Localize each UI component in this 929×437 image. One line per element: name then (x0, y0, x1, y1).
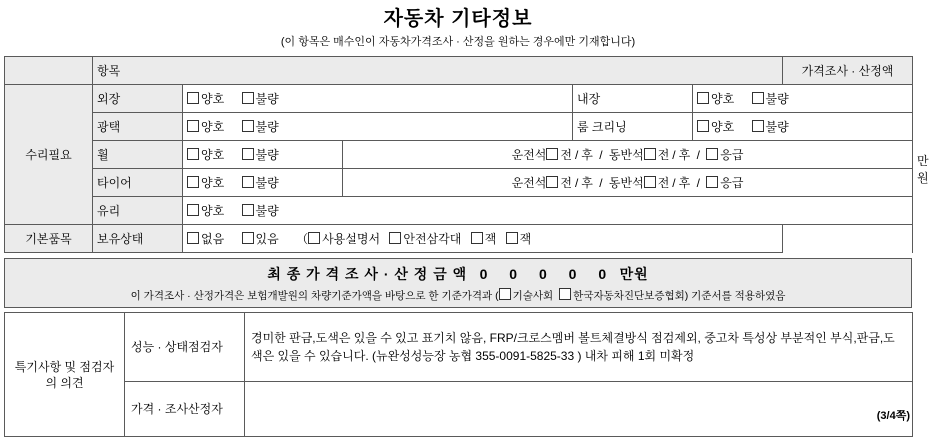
page-title: 자동차 기타정보 (383, 8, 533, 30)
polish-options (183, 113, 573, 141)
row-label-interior: 내장 (573, 85, 693, 113)
table-row (5, 113, 913, 141)
tire-driver-front: 전 (560, 176, 572, 190)
checkbox-icon[interactable] (242, 176, 254, 188)
checkbox-icon[interactable] (559, 288, 571, 300)
note-option-diagnosis-association: 한국자동차진단보증협회 (573, 290, 685, 302)
header-price-cell: 가격조사 · 산정액 (783, 57, 913, 85)
table-row (5, 197, 913, 225)
page-number: (3/4쪽) (876, 410, 910, 422)
tire-emergency: 응급 (720, 176, 744, 190)
final-amount-title: 최 종 가 격 조 사 · 산 정 금 액 (267, 266, 468, 282)
label-triangle: 안전삼각대 (403, 232, 462, 246)
table-row (5, 225, 913, 253)
checkbox-icon[interactable] (242, 204, 254, 216)
checkbox-icon[interactable] (546, 176, 558, 188)
opinion-table (4, 312, 913, 437)
wheel-position-options: 운전석 전 / 후 / 동반석 전 / 후 / 응급 (343, 141, 913, 169)
checkbox-has[interactable]: 있음 (242, 230, 279, 247)
checkbox-icon[interactable] (242, 232, 254, 244)
label-jack-1: 잭 (484, 232, 497, 246)
checkbox-icon[interactable] (471, 232, 483, 244)
wheel-passenger-front: 전 (657, 148, 670, 162)
row-label-tire: 타이어 (93, 169, 183, 197)
checkbox-glass-bad[interactable]: 불량 (242, 202, 279, 219)
checkbox-icon[interactable] (752, 120, 764, 132)
row-label-exterior: 외장 (93, 85, 183, 113)
checkbox-icon[interactable] (506, 232, 518, 244)
holding-state-options: 없음 있음 （ 사용설명서 안전삼각대 잭 잭 (183, 225, 783, 253)
table-row (5, 169, 913, 197)
header-blank-cell (5, 57, 93, 85)
glass-options (183, 197, 913, 225)
checkbox-icon[interactable] (242, 120, 254, 132)
final-amount-digits: 0 0 0 0 0 (479, 266, 616, 282)
wheel-options (183, 141, 343, 169)
wheel-emergency: 응급 (720, 148, 744, 162)
tire-options (183, 169, 343, 197)
checkbox-tire-bad[interactable]: 불량 (242, 174, 279, 191)
room-cleaning-options (693, 113, 913, 141)
checkbox-wheel-good[interactable]: 양호 (187, 146, 224, 163)
checkbox-polish-good[interactable]: 양호 (187, 118, 224, 135)
opinion-row1-label: 성능 · 상태점검자 (125, 313, 245, 382)
checkbox-wheel-bad[interactable]: 불량 (242, 146, 279, 163)
final-amount-band (4, 258, 912, 308)
note-option-engineer-society: 기술사회 (512, 290, 554, 302)
checkbox-interior-good[interactable]: 양호 (697, 90, 734, 107)
header-item-cell: 항목 (93, 57, 783, 85)
group-label-basic: 기본품목 (5, 225, 93, 253)
checkbox-icon[interactable] (644, 176, 656, 188)
checkbox-icon[interactable] (499, 288, 511, 300)
opinion-row1-text[interactable]: 경미한 판금,도색은 있을 수 있고 표기치 않음, FRP/크로스멤버 볼트체결방식 점검제외, 중고차 특성상 부분적인 부식,판금,도색은 있을 수 있습니다. (뉴완성성능장 농협 355-0091-5825-33 ) 내차 피해 1회 미확정 (245, 313, 913, 382)
checkbox-icon[interactable] (706, 148, 718, 160)
tire-driver-label: 운전석 (511, 176, 547, 190)
wheel-driver-label: 운전석 (511, 148, 547, 162)
checkbox-icon[interactable] (697, 92, 709, 104)
checkbox-icon[interactable] (187, 148, 199, 160)
row-label-room-cleaning: 룸 크리닝 (573, 113, 693, 141)
opinion-label: 특기사항 및 점검자의 의견 (5, 313, 125, 437)
label-jack-2: 잭 (519, 232, 532, 246)
group-label-repair: 수리필요 (5, 85, 93, 225)
opinion-row-performance (5, 313, 913, 382)
opinion-row-price (5, 382, 913, 437)
checkbox-icon[interactable] (187, 204, 199, 216)
exterior-options (183, 85, 573, 113)
vehicle-info-table (4, 56, 929, 253)
checkbox-icon[interactable] (187, 232, 199, 244)
checkbox-icon[interactable] (187, 176, 199, 188)
opinion-row2-text[interactable] (245, 382, 913, 437)
interior-options (693, 85, 913, 113)
tire-driver-rear: 후 (581, 176, 593, 190)
table-row (5, 141, 913, 169)
checkbox-icon[interactable] (242, 92, 254, 104)
checkbox-icon[interactable] (706, 176, 718, 188)
row-label-polish: 광택 (93, 113, 183, 141)
note-prefix: 이 가격조사 · 산정가격은 보험개발원의 차량기준가액을 바탕으로 한 기준가격과 ( (130, 290, 499, 302)
row-label-glass: 유리 (93, 197, 183, 225)
final-amount-line (5, 264, 911, 284)
final-amount-unit: 만원 (619, 266, 649, 282)
wheel-driver-front: 전 (560, 148, 572, 162)
checkbox-icon[interactable] (308, 232, 320, 244)
checkbox-interior-bad[interactable]: 불량 (752, 90, 789, 107)
wheel-passenger-rear: 후 (678, 148, 691, 162)
page-subtitle: (이 항목은 매수인이 자동차가격조사 · 산정을 원하는 경우에만 기재합니다) (280, 36, 636, 48)
checkbox-icon[interactable] (187, 120, 199, 132)
note-suffix: ) 기준서를 적용하였음 (684, 290, 786, 302)
checkbox-icon[interactable] (187, 92, 199, 104)
checkbox-exterior-good[interactable]: 양호 (187, 90, 224, 107)
table-row: 수리필요 외장 양호 불량 내장 양호 불량 만원 (5, 85, 913, 113)
tire-passenger-rear: 후 (678, 176, 691, 190)
row-label-holding-state: 보유상태 (93, 225, 183, 253)
checkbox-none[interactable]: 없음 (187, 230, 224, 247)
checkbox-icon[interactable] (697, 120, 709, 132)
row-label-wheel: 휠 (93, 141, 183, 169)
checkbox-polish-bad[interactable]: 불량 (242, 118, 279, 135)
checkbox-room-cleaning-bad[interactable]: 불량 (752, 118, 789, 135)
checkbox-icon[interactable] (752, 92, 764, 104)
label-manual: 사용설명서 (322, 232, 381, 246)
tire-passenger-front: 전 (657, 176, 670, 190)
checkbox-icon[interactable] (644, 148, 656, 160)
table-header-row (5, 57, 913, 85)
checkbox-icon[interactable] (546, 148, 558, 160)
tire-position-options: 운전석 전 / 후 / 동반석 전 / 후 / 응급 (343, 169, 913, 197)
checkbox-icon[interactable] (242, 148, 254, 160)
wheel-passenger-label: 동반석 (608, 148, 644, 162)
document-header (0, 0, 916, 50)
tire-passenger-label: 동반석 (608, 176, 644, 190)
checkbox-exterior-bad[interactable]: 불량 (242, 90, 279, 107)
opinion-row2-label: 가격 · 조사산정자 (125, 382, 245, 437)
wheel-driver-rear: 후 (581, 148, 593, 162)
checkbox-glass-good[interactable]: 양호 (187, 202, 224, 219)
checkbox-icon[interactable] (389, 232, 401, 244)
final-amount-note (5, 288, 911, 303)
checkbox-tire-good[interactable]: 양호 (187, 174, 224, 191)
checkbox-room-cleaning-good[interactable]: 양호 (697, 118, 734, 135)
